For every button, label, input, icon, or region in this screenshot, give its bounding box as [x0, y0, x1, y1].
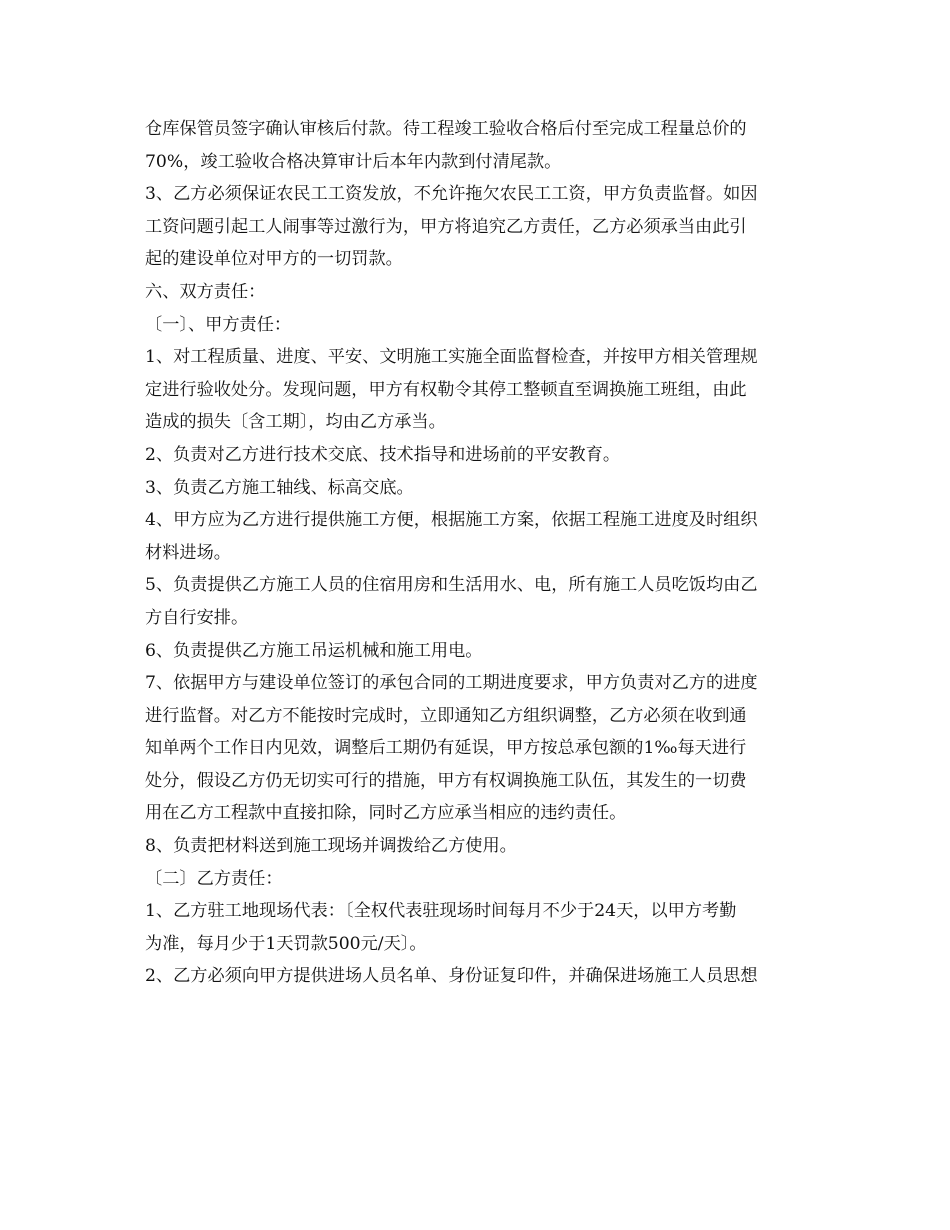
text-line: 2、乙方必须向甲方提供进场人员名单、身份证复印件，并确保进场施工人员思想: [145, 966, 758, 987]
paragraph: [145, 276, 807, 309]
text-line: 定进行验收处分。发现问题，甲方有权勒令其停工整顿直至调换施工班组，由此: [145, 379, 747, 400]
text-line: 工资问题引起工人闹事等过激行为，甲方将追究乙方责任，乙方必须承当由此引: [145, 216, 747, 237]
paragraph: [145, 341, 807, 439]
text-line: 4、甲方应为乙方进行提供施工方便，根据施工方案，依据工程施工进度及时组织: [145, 510, 758, 531]
paragraph: [145, 178, 807, 276]
text-line: 仓库保管员签字确认审核后付款。待工程竣工验收合格后付至完成工程量总价的: [145, 119, 747, 139]
paragraph: [145, 309, 807, 342]
text-line: 8、负责把材料送到施工现场并调拨给乙方使用。: [145, 836, 517, 857]
text-line: 六、双方责任：: [145, 281, 266, 302]
text-line: 用在乙方工程款中直接扣除，同时乙方应承当相应的违约责任。: [145, 803, 627, 824]
paragraph: [145, 569, 807, 634]
text-line: 处分，假设乙方仍无切实可行的措施，甲方有权调换施工队伍，其发生的一切费: [145, 770, 747, 791]
paragraph: [145, 635, 807, 668]
text-line: 1、对工程质量、进度、平安、文明施工实施全面监督检查，并按甲方相关管理规: [145, 347, 758, 368]
text-line: 3、乙方必须保证农民工工资发放，不允许拖欠农民工工资，甲方负责监督。如因: [145, 184, 758, 205]
paragraph: [145, 667, 807, 830]
text-line: 7、依据甲方与建设单位签订的承包合同的工期进度要求，甲方负责对乙方的进度: [145, 673, 758, 694]
paragraph: [145, 504, 807, 569]
text-line: 70%，竣工验收合格决算审计后本年内款到付清尾款。: [145, 151, 562, 172]
paragraph: [145, 113, 807, 178]
text-line: 5、负责提供乙方施工人员的住宿用房和生活用水、电，所有施工人员吃饭均由乙: [145, 575, 758, 596]
text-line: 6、负责提供乙方施工吊运机械和施工用电。: [145, 640, 483, 661]
text-line: 2、负责对乙方进行技术交底、技术指导和进场前的平安教育。: [145, 444, 621, 465]
document-body: [145, 113, 807, 993]
text-line: 方自行安排。: [145, 607, 249, 628]
paragraph: [145, 439, 807, 472]
text-line: 材料进场。: [145, 542, 231, 563]
paragraph: [145, 472, 807, 505]
paragraph: [145, 960, 807, 993]
text-line: 造成的损失〔含工期〕，均由乙方承当。: [145, 412, 446, 433]
paragraph: [145, 895, 807, 960]
text-line: 起的建设单位对甲方的一切罚款。: [145, 249, 403, 270]
text-line: 〔一〕、甲方责任：: [145, 314, 292, 335]
paragraph: [145, 863, 807, 896]
text-line: 〔二〕乙方责任：: [145, 868, 283, 889]
text-line: 为准，每月少于1天罚款500元/天〕。: [145, 933, 427, 954]
text-line: 知单两个工作日内见效，调整后工期仍有延误，甲方按总承包额的1‰每天进行: [145, 738, 747, 759]
text-line: 进行监督。对乙方不能按时完成时，立即通知乙方组织调整，乙方必须在收到通: [145, 705, 747, 726]
text-line: 3、负责乙方施工轴线、标高交底。: [145, 477, 414, 498]
paragraph: [145, 830, 807, 863]
text-line: 1、乙方驻工地现场代表：〔全权代表驻现场时间每月不少于24天，以甲方考勤: [145, 901, 737, 922]
